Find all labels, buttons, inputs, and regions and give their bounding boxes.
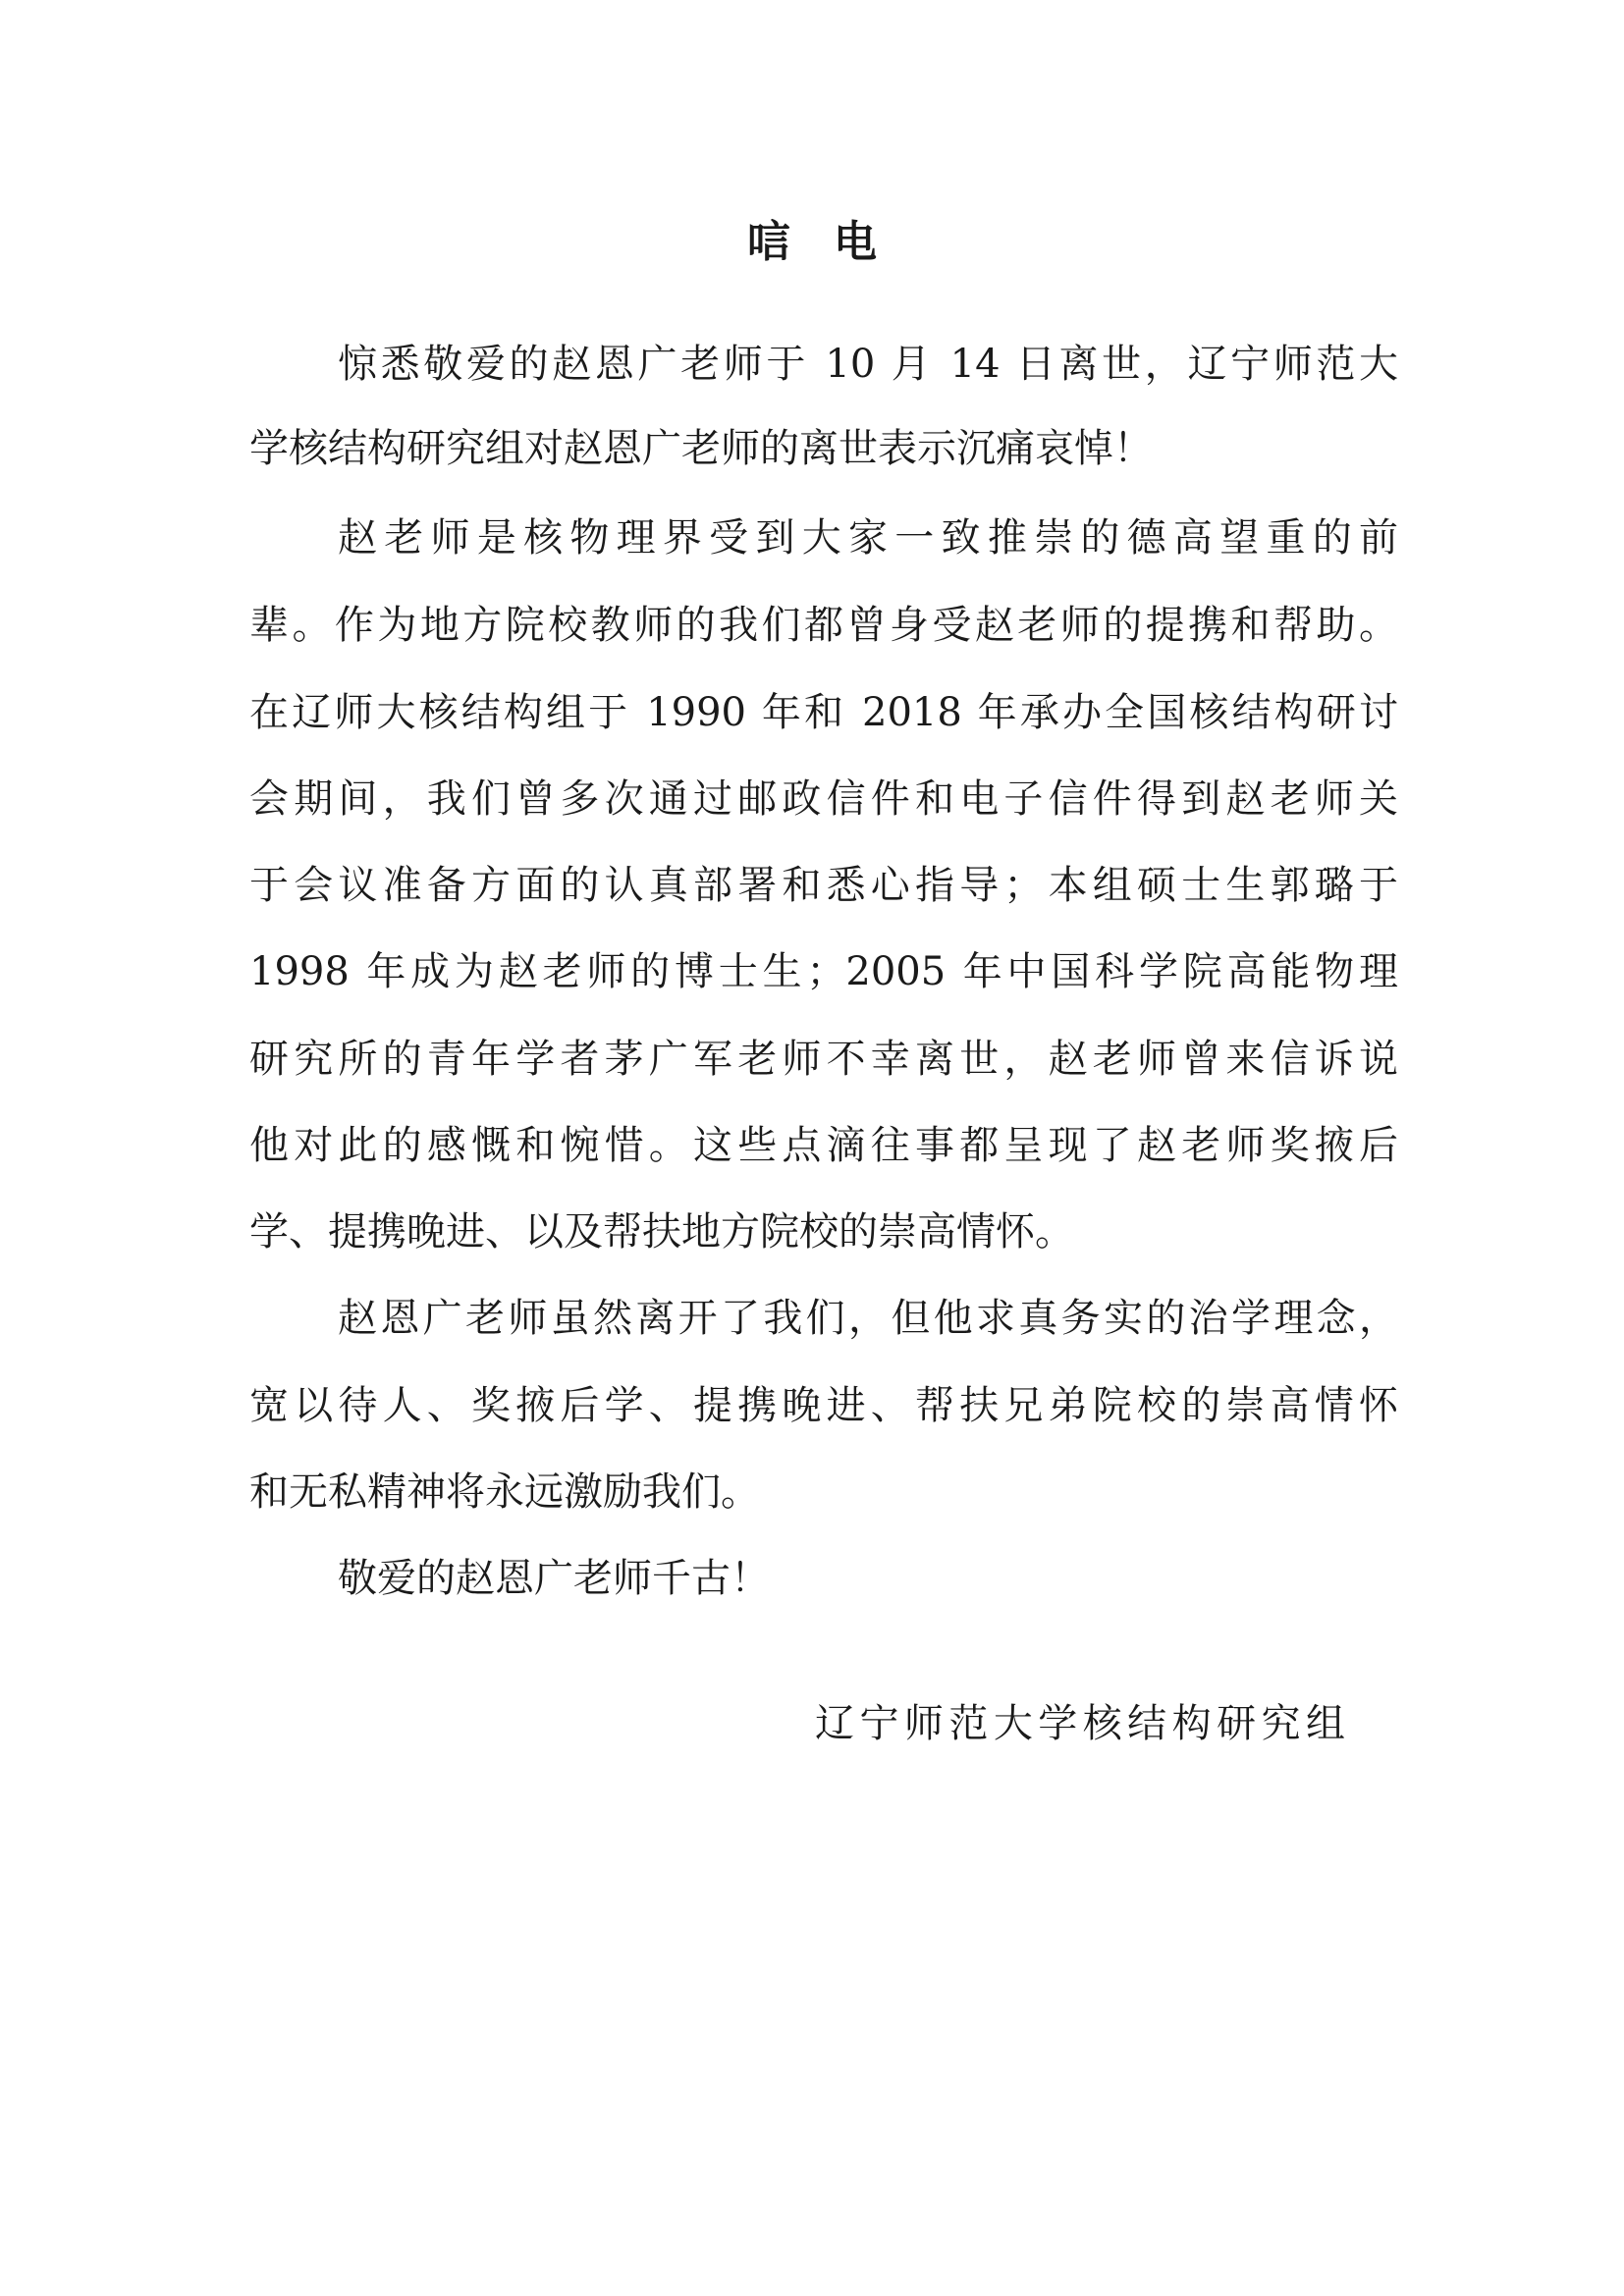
paragraph-2-line-5: 于会议准备方面的认真部署和悉心指导；本组硕士生郭璐于 xyxy=(249,863,1398,908)
paragraph-2-line-7: 研究所的青年学者茅广军老师不幸离世，赵老师曾来信诉说 xyxy=(249,1037,1398,1082)
paragraph-1-line-2: 学核结构研究组对赵恩广老师的离世表示沉痛哀悼！ xyxy=(249,426,1153,471)
paragraph-2-line-6: 1998 年成为赵老师的博士生；2005 年中国科学院高能物理 xyxy=(249,949,1398,994)
paragraph-3-line-1: 赵恩广老师虽然离开了我们，但他求真务实的治学理念， xyxy=(338,1296,1398,1341)
paragraph-2-line-3: 在辽师大核结构组于 1990 年和 2018 年承办全国核结构研讨 xyxy=(249,690,1398,735)
paragraph-1-line-1: 惊悉敬爱的赵恩广老师于 10 月 14 日离世，辽宁师范大 xyxy=(338,342,1398,387)
paragraph-3-line-2: 宽以待人、奖掖后学、提携晚进、帮扶兄弟院校的崇高情怀 xyxy=(249,1383,1398,1428)
paragraph-2-line-4: 会期间，我们曾多次通过邮政信件和电子信件得到赵老师关 xyxy=(249,776,1398,822)
paragraph-2-line-9: 学、提携晚进、以及帮扶地方院校的崇高情怀。 xyxy=(249,1209,1074,1255)
paragraph-2-line-2: 辈。作为地方院校教师的我们都曾身受赵老师的提携和帮助。 xyxy=(249,603,1398,648)
paragraph-2-line-8: 他对此的感慨和惋惜。这些点滴往事都呈现了赵老师奖掖后 xyxy=(249,1123,1398,1168)
signature: 辽宁师范大学核结构研究组 xyxy=(815,1701,1345,1746)
document-title: 唁电 xyxy=(747,217,920,267)
paragraph-4-line-1: 敬爱的赵恩广老师千古！ xyxy=(338,1556,770,1601)
paragraph-2-line-1: 赵老师是核物理界受到大家一致推崇的德高望重的前 xyxy=(338,515,1398,561)
paragraph-3-line-3: 和无私精神将永远激励我们。 xyxy=(249,1469,760,1515)
